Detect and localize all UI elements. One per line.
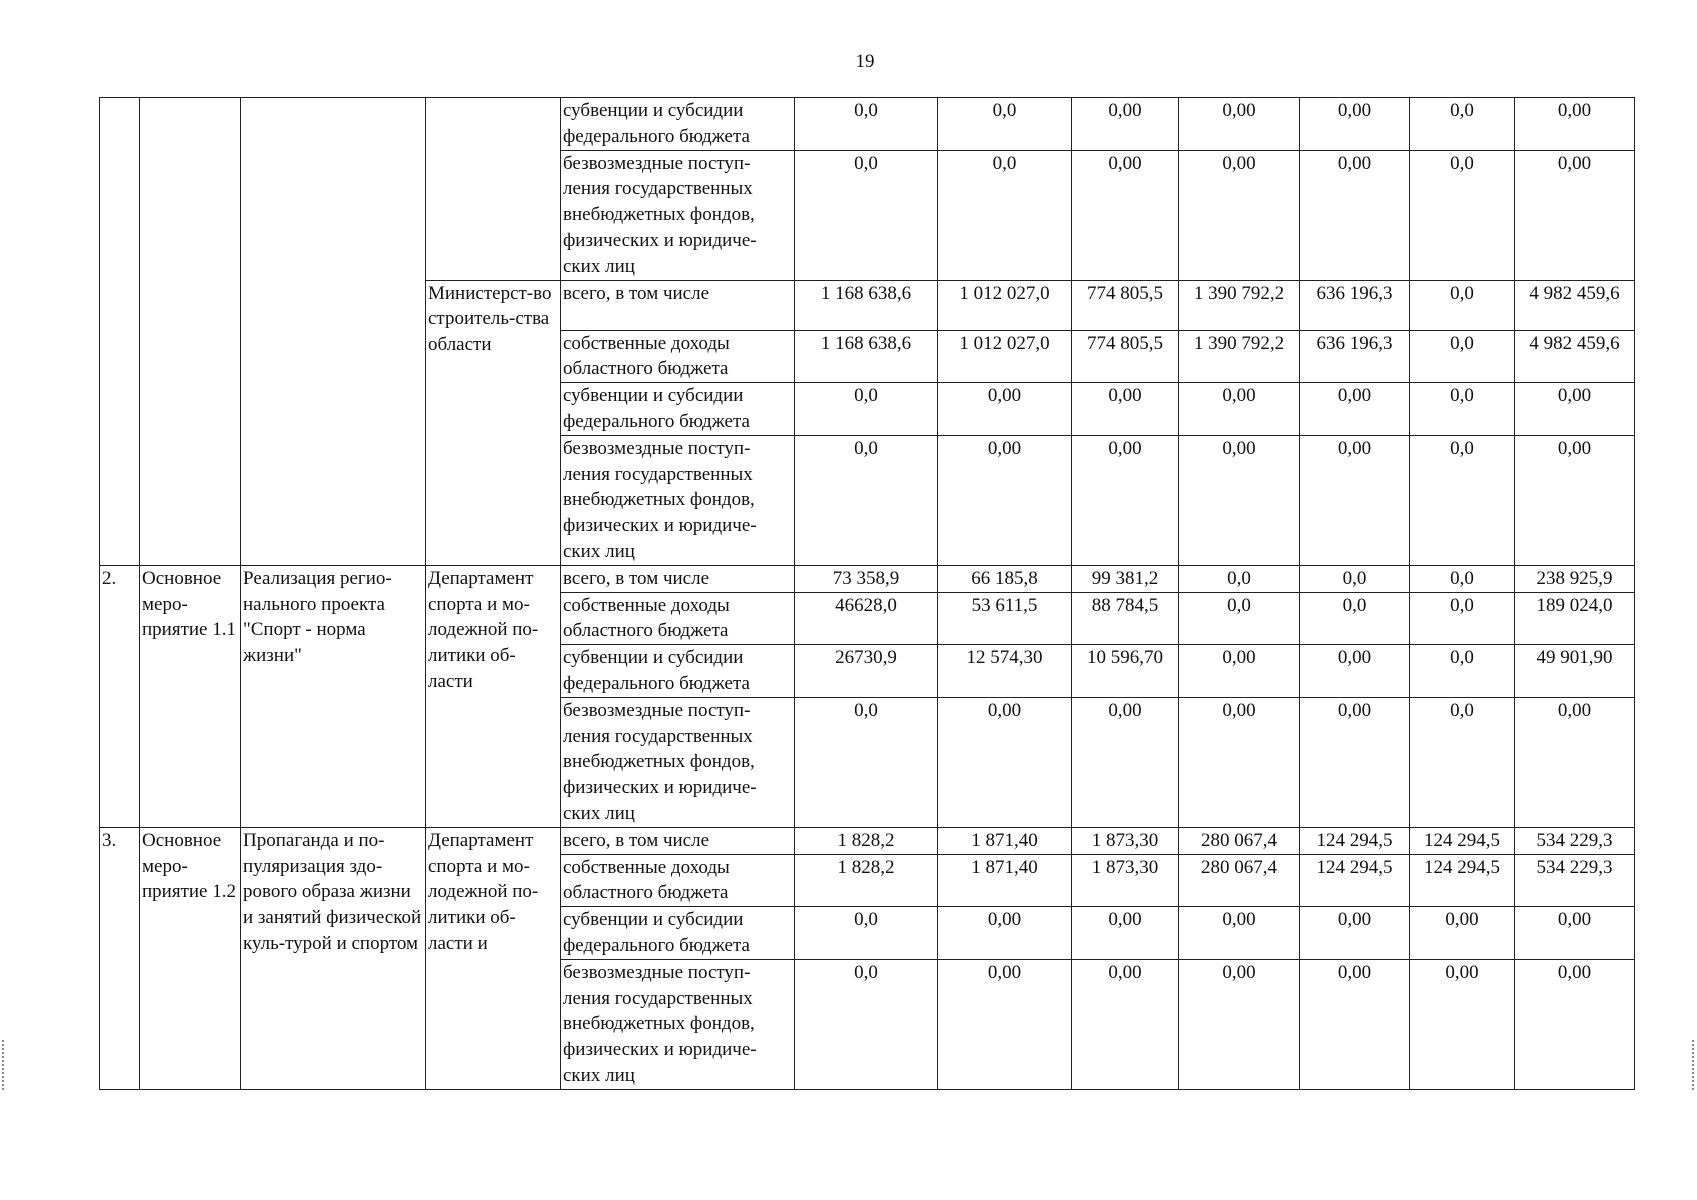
value-cell: 0,00: [1179, 98, 1300, 151]
value-cell: 0,0: [1410, 645, 1515, 698]
value-cell: 0,00: [1179, 435, 1300, 565]
value-cell: 88 784,5: [1072, 592, 1179, 645]
value-cell: 26730,9: [795, 645, 938, 698]
value-cell: 774 805,5: [1072, 330, 1179, 383]
value-cell: 0,00: [1515, 959, 1635, 1089]
value-cell: 1 390 792,2: [1179, 280, 1300, 330]
value-cell: 0,00: [1179, 907, 1300, 960]
value-cell: 1 871,40: [938, 827, 1072, 854]
value-cell: 0,0: [795, 959, 938, 1089]
value-cell: 0,00: [1179, 150, 1300, 280]
value-cell: 53 611,5: [938, 592, 1072, 645]
value-cell: 1 873,30: [1072, 827, 1179, 854]
value-cell: 0,00: [1072, 435, 1179, 565]
value-cell: 0,0: [938, 98, 1072, 151]
value-cell: 0,00: [1179, 383, 1300, 436]
value-cell: 0,00: [1300, 959, 1410, 1089]
value-cell: 238 925,9: [1515, 565, 1635, 592]
value-cell: 0,00: [1515, 383, 1635, 436]
value-cell: 0,0: [1410, 435, 1515, 565]
value-cell: 124 294,5: [1410, 854, 1515, 907]
value-cell: 774 805,5: [1072, 280, 1179, 330]
value-cell: 1 012 027,0: [938, 280, 1072, 330]
table-row: [100, 98, 1635, 151]
value-cell: 0,00: [1072, 959, 1179, 1089]
value-cell: 1 168 638,6: [795, 330, 938, 383]
value-cell: 1 873,30: [1072, 854, 1179, 907]
value-cell: 124 294,5: [1300, 854, 1410, 907]
funding-source: всего, в том числе: [561, 565, 795, 592]
value-cell: 280 067,4: [1179, 854, 1300, 907]
value-cell: 0,0: [938, 150, 1072, 280]
activity-type-cell: [140, 98, 241, 566]
executor-cell: Департамент спорта и мо-лодежной по-литики об-ласти: [426, 565, 561, 827]
funding-source: безвозмездные поступ-ления государственных внебюджетных фондов, физических и юридиче-ских лиц: [561, 435, 795, 565]
value-cell: 1 828,2: [795, 827, 938, 854]
value-cell: 0,0: [1410, 330, 1515, 383]
value-cell: 124 294,5: [1300, 827, 1410, 854]
funding-source: безвозмездные поступ-ления государственных внебюджетных фондов, физических и юридиче-ских лиц: [561, 697, 795, 827]
funding-source: субвенции и субсидии федерального бюджета: [561, 98, 795, 151]
value-cell: 0,0: [1300, 565, 1410, 592]
value-cell: 4 982 459,6: [1515, 280, 1635, 330]
value-cell: 1 012 027,0: [938, 330, 1072, 383]
funding-source: собственные доходы областного бюджета: [561, 330, 795, 383]
value-cell: 10 596,70: [1072, 645, 1179, 698]
funding-source: субвенции и субсидии федерального бюджета: [561, 645, 795, 698]
value-cell: 189 024,0: [1515, 592, 1635, 645]
value-cell: 0,00: [1410, 959, 1515, 1089]
value-cell: 0,0: [795, 435, 938, 565]
executor-cell: Департамент спорта и мо-лодежной по-литики об-ласти и: [426, 827, 561, 1089]
value-cell: 0,0: [1179, 592, 1300, 645]
value-cell: 0,00: [1515, 907, 1635, 960]
funding-source: собственные доходы областного бюджета: [561, 592, 795, 645]
value-cell: 0,00: [1300, 383, 1410, 436]
value-cell: 0,0: [1410, 592, 1515, 645]
value-cell: 0,00: [1179, 697, 1300, 827]
value-cell: 0,00: [1072, 907, 1179, 960]
value-cell: 0,0: [1410, 565, 1515, 592]
value-cell: 0,0: [795, 150, 938, 280]
value-cell: 0,0: [795, 907, 938, 960]
funding-source: собственные доходы областного бюджета: [561, 854, 795, 907]
value-cell: 1 390 792,2: [1179, 330, 1300, 383]
value-cell: 0,00: [938, 959, 1072, 1089]
value-cell: 0,00: [1300, 150, 1410, 280]
row-number-cell: 2.: [100, 565, 140, 827]
value-cell: 0,0: [1300, 592, 1410, 645]
row-number-cell: [100, 98, 140, 566]
page-number: 19: [855, 51, 875, 72]
budget-table: [99, 97, 1635, 1090]
value-cell: 0,00: [1300, 645, 1410, 698]
activity-type-cell: Основное меро-приятие 1.1: [140, 565, 241, 827]
value-cell: 0,00: [1072, 697, 1179, 827]
value-cell: 0,00: [1072, 98, 1179, 151]
value-cell: 0,00: [1300, 697, 1410, 827]
value-cell: 0,0: [1410, 98, 1515, 151]
value-cell: 0,0: [1179, 565, 1300, 592]
funding-source: безвозмездные поступ-ления государственных внебюджетных фондов, физических и юридиче-ских лиц: [561, 959, 795, 1089]
value-cell: 0,00: [1410, 907, 1515, 960]
funding-source: субвенции и субсидии федерального бюджета: [561, 907, 795, 960]
value-cell: 0,00: [938, 435, 1072, 565]
value-cell: 280 067,4: [1179, 827, 1300, 854]
value-cell: 0,00: [1179, 959, 1300, 1089]
value-cell: 73 358,9: [795, 565, 938, 592]
value-cell: 12 574,30: [938, 645, 1072, 698]
activity-type-cell: Основное меро-приятие 1.2: [140, 827, 241, 1089]
value-cell: 0,00: [938, 383, 1072, 436]
row-number-cell: 3.: [100, 827, 140, 1089]
funding-source: безвозмездные поступ-ления государственных внебюджетных фондов, физических и юридиче-ских лиц: [561, 150, 795, 280]
value-cell: 0,0: [1410, 697, 1515, 827]
activity-name-cell: [241, 98, 426, 566]
value-cell: 0,00: [1072, 150, 1179, 280]
value-cell: 66 185,8: [938, 565, 1072, 592]
value-cell: 636 196,3: [1300, 330, 1410, 383]
value-cell: 99 381,2: [1072, 565, 1179, 592]
scan-margin-mark-left: [2, 1040, 6, 1090]
activity-name-cell: Пропаганда и по-пуляризация здо-рового образа жизни и занятий физической куль-турой и спортом: [241, 827, 426, 1089]
value-cell: 0,00: [1300, 435, 1410, 565]
value-cell: 0,0: [1410, 280, 1515, 330]
value-cell: 124 294,5: [1410, 827, 1515, 854]
value-cell: 49 901,90: [1515, 645, 1635, 698]
value-cell: 1 168 638,6: [795, 280, 938, 330]
value-cell: 0,00: [1072, 383, 1179, 436]
funding-source: всего, в том числе: [561, 280, 795, 330]
value-cell: 636 196,3: [1300, 280, 1410, 330]
value-cell: 0,0: [1410, 150, 1515, 280]
value-cell: 1 828,2: [795, 854, 938, 907]
value-cell: 1 871,40: [938, 854, 1072, 907]
value-cell: 0,0: [795, 383, 938, 436]
value-cell: 0,00: [1515, 98, 1635, 151]
value-cell: 0,0: [795, 697, 938, 827]
value-cell: 534 229,3: [1515, 854, 1635, 907]
value-cell: 534 229,3: [1515, 827, 1635, 854]
value-cell: 0,0: [795, 98, 938, 151]
funding-source: всего, в том числе: [561, 827, 795, 854]
table-row: [100, 565, 1635, 592]
executor-cell: [426, 98, 561, 281]
value-cell: 0,00: [1515, 150, 1635, 280]
value-cell: 4 982 459,6: [1515, 330, 1635, 383]
table-row: [100, 827, 1635, 854]
value-cell: 0,00: [1300, 98, 1410, 151]
value-cell: 46628,0: [795, 592, 938, 645]
activity-name-cell: Реализация регио-нального проекта "Спорт - норма жизни": [241, 565, 426, 827]
value-cell: 0,0: [1410, 383, 1515, 436]
value-cell: 0,00: [1515, 697, 1635, 827]
value-cell: 0,00: [1179, 645, 1300, 698]
value-cell: 0,00: [1515, 435, 1635, 565]
funding-source: субвенции и субсидии федерального бюджета: [561, 383, 795, 436]
value-cell: 0,00: [938, 697, 1072, 827]
value-cell: 0,00: [938, 907, 1072, 960]
value-cell: 0,00: [1300, 907, 1410, 960]
executor-cell: Министерст-во строитель-ства области: [426, 280, 561, 565]
scan-margin-mark-right: [1692, 1040, 1696, 1090]
